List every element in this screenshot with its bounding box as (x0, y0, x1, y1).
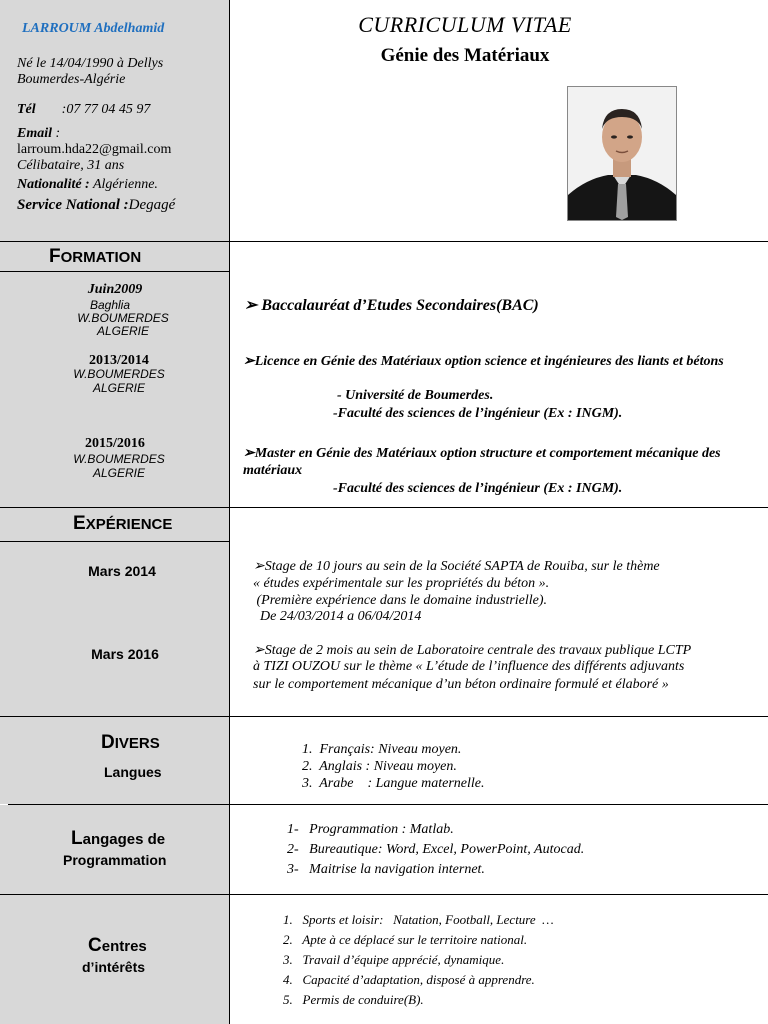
formation-title: ➢Master en Génie des Matériaux option structure et comportement mécanique des matériaux (243, 446, 721, 478)
marital-status: Célibataire, 31 ans (17, 158, 125, 173)
section-heading-centres-line2: d’intérêts (82, 959, 146, 975)
experience-text: (Première expérience dans le domaine industrielle). (253, 593, 548, 608)
section-heading-langages: Langages de (71, 828, 166, 849)
formation-place: ALGERIE (96, 324, 150, 338)
formation-place: Baghlia (89, 298, 131, 312)
section-heading-langages-line2: Programmation (63, 852, 167, 868)
divider (0, 507, 768, 508)
programming-list (287, 822, 584, 882)
formation-date: Juin2009 (87, 282, 143, 297)
birth-line: Né le 14/04/1990 à Dellys (17, 56, 164, 71)
email-value: larroum.hda22@gmail.com (17, 142, 172, 157)
section-heading-experience: EXPÉRIENCE (73, 513, 173, 534)
list-item: 4. Capacité d’adaptation, disposé à apprendre. (283, 972, 535, 987)
candidate-name: LARROUM Abdelhamid (22, 21, 165, 36)
experience-date: Mars 2016 (91, 646, 159, 662)
email-colon: : (55, 126, 61, 141)
list-item: 1. Français: Niveau moyen. (302, 742, 462, 757)
nationality-line (17, 177, 158, 193)
list-item: 3. Travail d’équipe apprécié, dynamique. (283, 952, 505, 967)
divider (0, 716, 768, 717)
experience-date: Mars 2014 (88, 563, 156, 579)
cv-title: CURRICULUM VITAE (358, 12, 572, 37)
service-value: Degagé (128, 197, 176, 213)
list-item: 2. Anglais : Niveau moyen. (302, 759, 457, 774)
formation-date: 2015/2016 (85, 436, 145, 451)
formation-date: 2013/2014 (89, 353, 149, 368)
formation-title: ➢Licence en Génie des Matériaux option science et ingénieures des liants et bétons (243, 354, 724, 369)
list-item: 1. Sports et loisir: Natation, Football, Lecture … (283, 912, 554, 927)
service-label: Service National : (17, 197, 129, 213)
list-item: 2- Bureautique: Word, Excel, PowerPoint, Autocad. (287, 842, 585, 857)
formation-detail: -Faculté des sciences de l’ingénieur (Ex : INGM). (333, 406, 623, 421)
divider (8, 804, 768, 805)
phone-label: Tél (17, 102, 36, 117)
experience-text: ➢Stage de 2 mois au sein de Laboratoire centrale des travaux publique LCTP (253, 643, 692, 658)
formation-detail: - Université de Boumerdes. (337, 388, 494, 403)
formation-place: W.BOUMERDES (77, 311, 169, 325)
divider (0, 271, 229, 272)
formation-title: ➢ Baccalauréat d’Etudes Secondaires(BAC) (244, 297, 539, 314)
section-heading-formation: FORMATION (49, 246, 142, 267)
section-heading-divers: DIVERS (101, 732, 160, 753)
list-item: 3. Arabe : Langue maternelle. (302, 776, 485, 791)
formation-place: W.BOUMERDES (73, 367, 165, 381)
email-label-line (17, 126, 60, 142)
divider (0, 241, 768, 242)
phone-line (17, 102, 150, 118)
nationality-value: Algérienne. (89, 177, 158, 192)
sidebar-experience-bg (0, 508, 229, 716)
birth-place: Boumerdes-Algérie (17, 72, 126, 87)
email-label: Email (17, 126, 53, 141)
section-heading-centres: Centres (88, 935, 147, 956)
service-line (17, 197, 175, 214)
sidebar-divers-bg (0, 717, 229, 804)
divers-subheading: Langues (104, 764, 162, 780)
experience-text: ➢Stage de 10 jours au sein de la Société SAPTA de Rouiba, sur le thème (253, 559, 660, 574)
divider (0, 894, 768, 895)
cv-subtitle: Génie des Matériaux (380, 45, 550, 66)
experience-text: sur le comportement mécanique d’un béton ordinaire formulé et élaboré » (253, 677, 669, 692)
list-item: 5. Permis de conduire(B). (283, 992, 424, 1007)
experience-text: « études expérimentale sur les propriétés du béton ». (253, 576, 550, 591)
interests-list (283, 912, 554, 1012)
list-item: 3- Maitrise la navigation internet. (287, 862, 485, 877)
experience-text: à TIZI OUZOU sur le thème « L’étude de l’influence des différents adjuvants (253, 659, 685, 674)
formation-detail: -Faculté des sciences de l’ingénieur (Ex : INGM). (333, 481, 623, 496)
formation-place: ALGERIE (92, 381, 146, 395)
profile-photo (567, 86, 677, 221)
nationality-label: Nationalité : (17, 177, 90, 192)
column-divider (229, 0, 230, 1024)
language-list (302, 741, 485, 792)
list-item: 2. Apte à ce déplacé sur le territoire national. (283, 932, 528, 947)
phone-value: :07 77 04 45 97 (61, 102, 151, 117)
experience-text: De 24/03/2014 a 06/04/2014 (253, 609, 422, 624)
divider (0, 541, 229, 542)
list-item: 1- Programmation : Matlab. (287, 822, 454, 837)
formation-place: W.BOUMERDES (73, 452, 165, 466)
formation-place: ALGERIE (92, 466, 146, 480)
